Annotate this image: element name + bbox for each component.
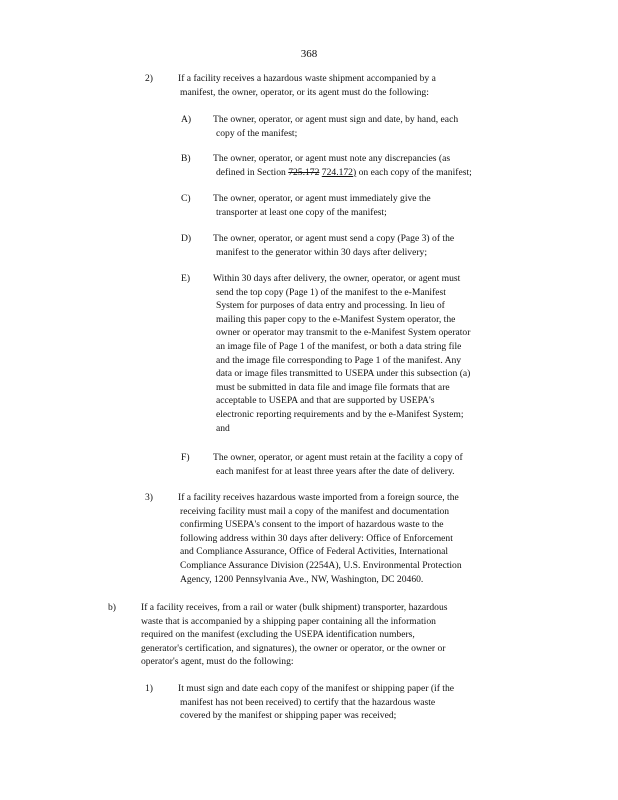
item-b-marker: b) xyxy=(108,602,116,613)
item-b-text xyxy=(141,601,448,669)
text-line: copy of the manifest; xyxy=(216,127,298,139)
text-line: and xyxy=(216,422,230,434)
item-2b-marker: B) xyxy=(181,153,191,164)
text-line: If a facility receives hazardous waste imported from a foreign source, the xyxy=(178,492,459,503)
text-line: acceptable to USEPA and that are supported by USEPA's xyxy=(216,395,435,407)
text-line: The owner, operator, or agent must immediately give the xyxy=(213,193,431,204)
item-2e-marker: E) xyxy=(181,273,191,284)
text-line: Agency, 1200 Pennsylvania Ave., NW, Washington, DC 20460. xyxy=(180,573,424,585)
text-line: electronic reporting requirements and by the e-Manifest System; xyxy=(216,408,464,420)
text-line: covered by the manifest or shipping paper was received; xyxy=(180,710,397,722)
text-line: The owner, operator, or agent must send a copy (Page 3) of the xyxy=(213,233,455,244)
text-line: manifest to the generator within 30 days after delivery; xyxy=(216,246,427,258)
text-line: and Compliance Assurance, Office of Federal Activities, International xyxy=(180,546,449,558)
text-line: send the top copy (Page 1) of the manifest to the e-Manifest xyxy=(216,286,446,298)
text-line: an image file of Page 1 of the manifest, or both a data string file xyxy=(216,340,462,352)
text-line: generator's certification, and signatures), the owner or operator, or the owner or xyxy=(141,642,446,654)
item-2-marker: 2) xyxy=(145,73,153,84)
text-line: must be submitted in data file and image file formats that are xyxy=(216,381,450,393)
text-line: each manifest for at least three years after the date of delivery. xyxy=(216,465,455,477)
text-line: The owner, operator, or agent must sign and date, by hand, each xyxy=(213,114,459,125)
text-line: If a facility receives a hazardous waste shipment accompanied by a xyxy=(178,73,436,84)
text-line: System for purposes of data entry and processing. In lieu of xyxy=(216,300,445,312)
item-2f-text xyxy=(213,451,463,478)
text-line xyxy=(213,166,472,180)
page-number: 368 xyxy=(300,48,318,60)
text-line: required on the manifest (excluding the USEPA identification numbers, xyxy=(141,629,415,641)
item-2d-marker: D) xyxy=(181,233,192,244)
text-line: It must sign and date each copy of the manifest or shipping paper (if the xyxy=(178,683,455,694)
text-line: confirming USEPA's consent to the import of hazardous waste to the xyxy=(180,519,444,531)
text-line: operator's agent, must do the following: xyxy=(141,656,294,668)
item-2-text xyxy=(178,72,436,99)
item-2f-marker: F) xyxy=(181,452,190,463)
item-2c-text xyxy=(213,192,431,219)
deleted-text: 725.172 xyxy=(288,166,320,178)
item-2a-marker: A) xyxy=(181,114,192,125)
text-line: Within 30 days after delivery, the owner, operator, or agent must xyxy=(213,273,461,284)
item-2e-text xyxy=(213,272,470,435)
text-line: If a facility receives, from a rail or water (bulk shipment) transporter, hazardous xyxy=(141,602,448,613)
item-b1-text xyxy=(178,682,454,723)
text-line: data or image files transmitted to USEPA under this subsection (a) xyxy=(216,368,471,380)
text-line: The owner, operator, or agent must retain at the facility a copy of xyxy=(213,452,463,463)
text-line: waste that is accompanied by a shipping paper containing all the information xyxy=(141,615,436,627)
text-line: manifest has not been received) to certify that the hazardous waste xyxy=(180,696,436,708)
text-line: and the image file corresponding to Page 1 of the manifest. Any xyxy=(216,354,462,366)
item-2b-text xyxy=(213,152,472,179)
text-line: receiving facility must mail a copy of the manifest and documentation xyxy=(180,505,450,517)
item-2d-text xyxy=(213,232,454,259)
text-line: following address within 30 days after delivery: Office of Enforcement xyxy=(180,532,453,544)
text-segment: defined in Section xyxy=(216,166,289,178)
text-segment: on each copy of the manifest; xyxy=(356,166,472,178)
text-line: Compliance Assurance Division (2254A), U.S. Environmental Protection xyxy=(180,559,462,571)
text-line: manifest, the owner, operator, or its agent must do the following: xyxy=(180,86,429,98)
text-line: owner or operator may transmit to the e-Manifest System operator xyxy=(216,327,471,339)
item-2c-marker: C) xyxy=(181,193,191,204)
item-b1-marker: 1) xyxy=(145,683,153,694)
inserted-text: 724.172) xyxy=(321,166,357,178)
item-3-text xyxy=(178,491,462,586)
text-line: mailing this paper copy to the e-Manifest System operator, the xyxy=(216,313,456,325)
text-line: transporter at least one copy of the manifest; xyxy=(216,206,387,218)
text-line: The owner, operator, or agent must note any discrepancies (as xyxy=(213,153,451,164)
item-2a-text xyxy=(213,113,458,140)
item-3-marker: 3) xyxy=(145,492,153,503)
